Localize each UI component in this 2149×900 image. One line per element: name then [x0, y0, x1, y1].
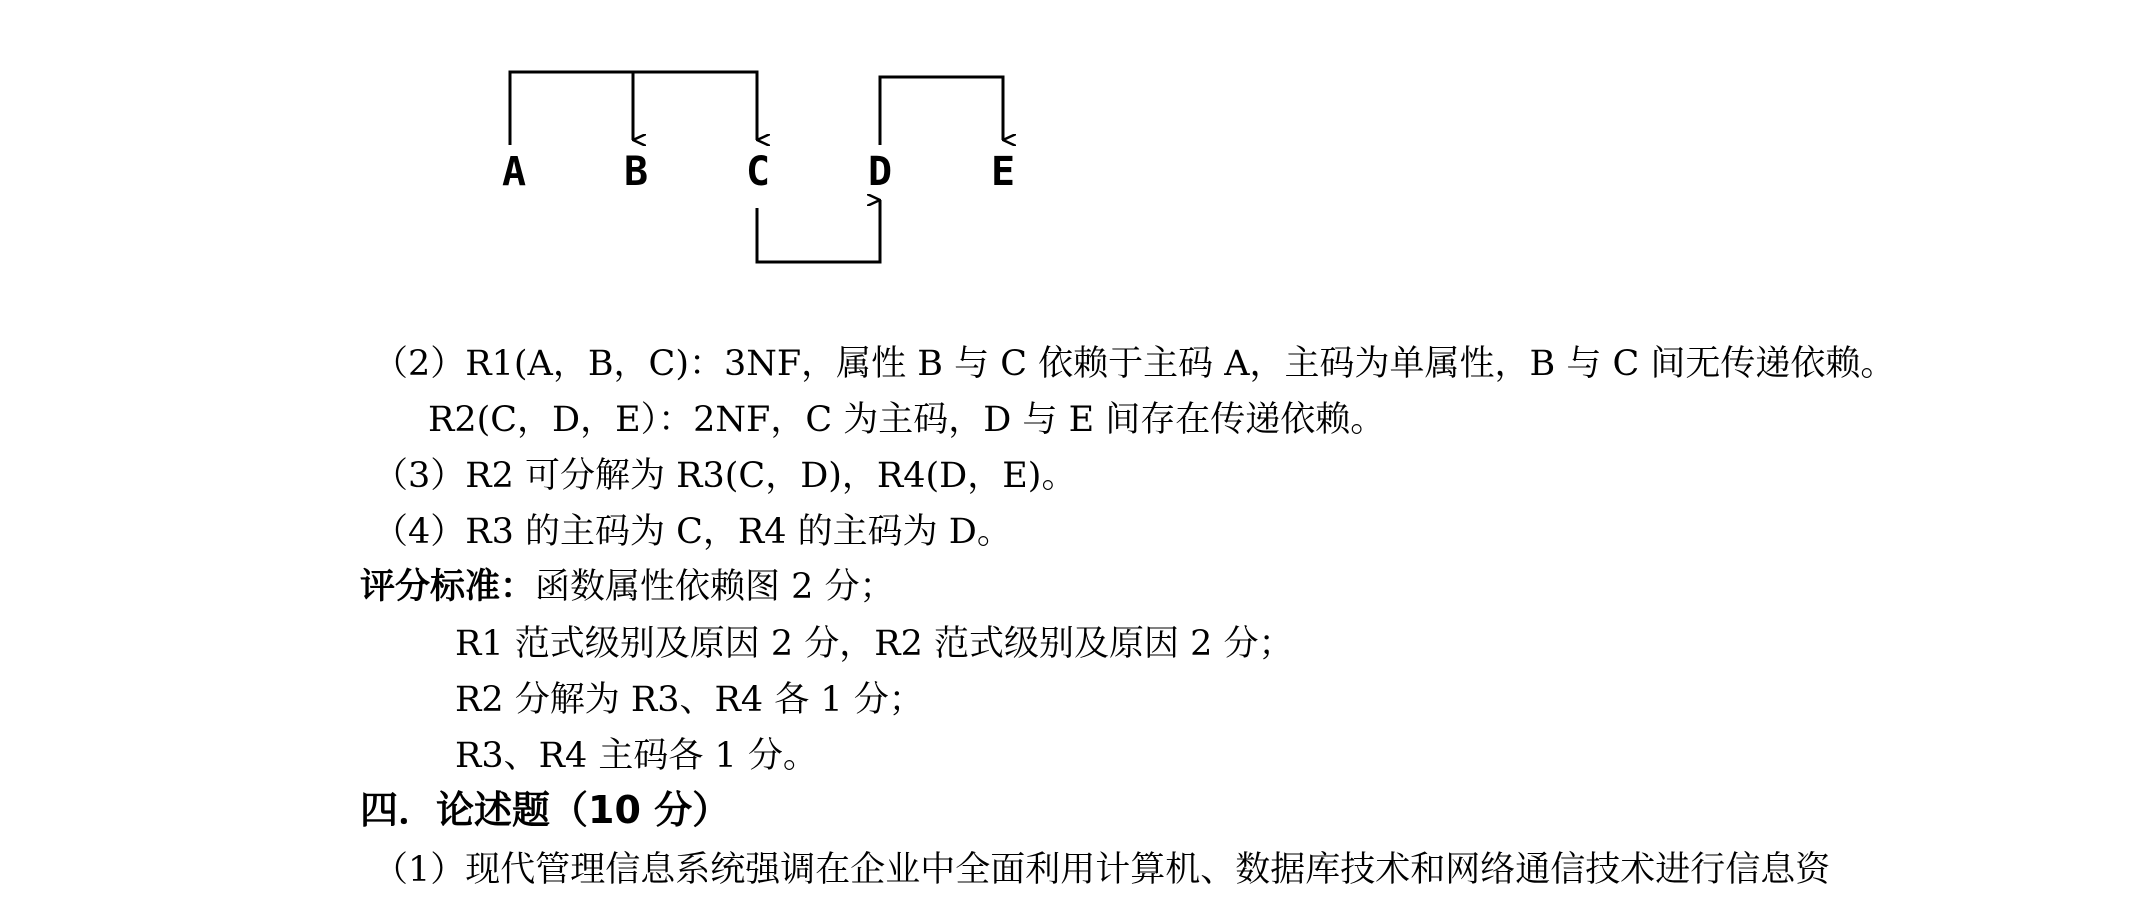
grading-criteria	[360, 567, 895, 607]
dependency-arrow-a-to-c	[633, 72, 757, 140]
answer-2-line-1: （2）R1(A，B，C)：3NF，属性 B 与 C 依赖于主码 A，主码为单属性，B 与 C 间无传递依赖。	[373, 344, 1896, 384]
node-a: A	[501, 149, 527, 195]
dependency-arrow-a-to-b	[510, 72, 633, 145]
grading-item-diagram: 函数属性依赖图 2 分；	[535, 567, 895, 607]
functional-dependency-diagram	[0, 0, 2149, 290]
essay-question-1-start: （1）现代管理信息系统强调在企业中全面利用计算机、数据库技术和网络通信技术进行信息资	[373, 850, 1831, 890]
grading-item-decomposition: R2 分解为 R3、R4 各 1 分；	[455, 680, 924, 720]
answer-3: （3）R2 可分解为 R3(C，D)，R4(D，E)。	[373, 456, 1077, 496]
answer-2-line-2: R2(C，D，E）：2NF，C 为主码，D 与 E 间存在传递依赖。	[428, 400, 1386, 440]
grading-item-normal-forms: R1 范式级别及原因 2 分，R2 范式级别及原因 2 分；	[455, 624, 1294, 664]
node-d: D	[867, 149, 893, 195]
grading-label: 评分标准：	[360, 567, 536, 607]
dependency-arrow-d-to-e	[880, 77, 1003, 145]
section-4-title: 四．论述题（10 分）	[360, 788, 731, 832]
node-b: B	[623, 149, 649, 195]
grading-item-primary-keys: R3、R4 主码各 1 分。	[455, 736, 818, 776]
node-e: E	[990, 149, 1016, 195]
answer-4: （4）R3 的主码为 C，R4 的主码为 D。	[373, 512, 1012, 552]
dependency-diagram-svg	[0, 0, 2149, 290]
node-c: C	[745, 149, 771, 195]
dependency-arrow-c-to-d	[757, 200, 880, 262]
